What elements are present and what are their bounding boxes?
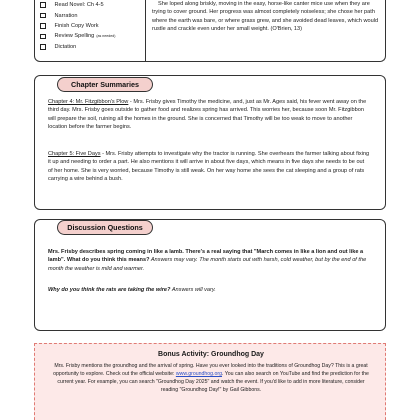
discussion-title: Discussion Questions bbox=[57, 220, 153, 235]
bonus-activity-box bbox=[34, 343, 386, 420]
discussion-question-2 bbox=[48, 286, 370, 294]
checklist-item[interactable] bbox=[40, 31, 116, 41]
checklist-label: Read Novel: Ch 4-5 bbox=[54, 2, 104, 9]
assignment-box bbox=[34, 0, 386, 62]
question-2-text: Why do you think the rats are taking the wire? bbox=[48, 287, 171, 293]
checkbox[interactable] bbox=[40, 23, 46, 29]
question-1-text: Mrs. Frisby describes spring coming in like a lamb. There's a real saying that "March comes in like a lion and out like a lamb". What do you think this means? bbox=[48, 249, 364, 264]
chapter-4-heading: Chapter 4: Mr. Fitzgibbon's Plow bbox=[48, 99, 129, 105]
bonus-text-before: Mrs. Frisby mentions the groundhog and the arrival of spring. Have you ever looked into the traditions of Groundhog Day? This is a great opportunity to explore. Check out the official website: bbox=[53, 363, 368, 378]
checklist-label: Finish Copy Work bbox=[54, 22, 99, 29]
chapter-summaries-title: Chapter Summaries bbox=[57, 77, 153, 92]
checkbox[interactable] bbox=[40, 34, 46, 40]
checklist-label: Narration bbox=[54, 12, 78, 19]
checklist-item[interactable] bbox=[40, 21, 116, 31]
chapter-4-text: - Mrs. Frisby gives Timothy the medicine, and, just as Mr. Ages said, his fever went away on the third day. Mrs. Frisby goes outside to gather food and realizes spring has arrived. This worries her, because soon Mr. Fitzgibbon will prepare the soil, ruining all the homes in the ground. She is concerned that Timothy will be too weak to move to another location before the farmer begins. bbox=[48, 99, 367, 130]
chapter-4-summary bbox=[48, 98, 370, 131]
chapter-summaries-section bbox=[34, 75, 386, 210]
chapter-5-heading: Chapter 5: Five Days bbox=[48, 151, 101, 157]
checklist-label: Dictation bbox=[54, 43, 77, 50]
discussion-question-1 bbox=[48, 248, 370, 273]
checkbox[interactable] bbox=[40, 2, 46, 8]
bonus-title: Bonus Activity: Groundhog Day bbox=[158, 351, 264, 358]
checklist-note: (as needed) bbox=[96, 34, 116, 39]
chapter-5-summary bbox=[48, 150, 370, 183]
chapter-5-text: - Mrs. Frisby attempts to investigate why the tractor is running. She overhears the farmer talking about fixing it up and needing to order a part. He also mentions it will arrive in about five days, which means in five days she needs to be out of her home. She is very worried, because Timothy is still weak. On her way home she sees the cat sleeping and a group of rats carrying a wire behind a bush. bbox=[48, 151, 370, 182]
checkbox[interactable] bbox=[40, 44, 46, 50]
checkbox[interactable] bbox=[40, 13, 46, 19]
assignment-checklist bbox=[40, 0, 116, 52]
bonus-text bbox=[49, 362, 373, 394]
checklist-item[interactable] bbox=[40, 0, 116, 10]
checklist-label: Review Spelling bbox=[54, 33, 95, 40]
answer-1-text: Answers may vary. The month starts out with harsh, cold weather, but by the end of the month the weather is mild and warmer. bbox=[48, 257, 367, 272]
checklist-item[interactable] bbox=[40, 42, 116, 52]
bonus-text-after: . You can also search on YouTube and find the prediction for the current year. For example, you can search "Groundhog Day 2025" and watch the event. If you'd like to add in more literature, consider reading "Groundhog Day!" by Gail Gibbons. bbox=[57, 371, 369, 394]
column-divider bbox=[145, 0, 146, 61]
quote-passage: She loped along briskly, moving in the easy, horse-like canter mice use when they are trying to cover ground. Her progress was almost completely noiseless; she chose her path where the earth was bare, or where grass grew, and she avoided dead leaves, which would rustle and crackle even under her small weight. (O'Brien, 13) bbox=[152, 1, 379, 32]
discussion-section bbox=[34, 219, 386, 331]
answer-2-text: Answers will vary. bbox=[170, 287, 216, 293]
checklist-item[interactable] bbox=[40, 10, 116, 20]
groundhog-website-link[interactable]: www.groundhog.org bbox=[175, 371, 222, 378]
